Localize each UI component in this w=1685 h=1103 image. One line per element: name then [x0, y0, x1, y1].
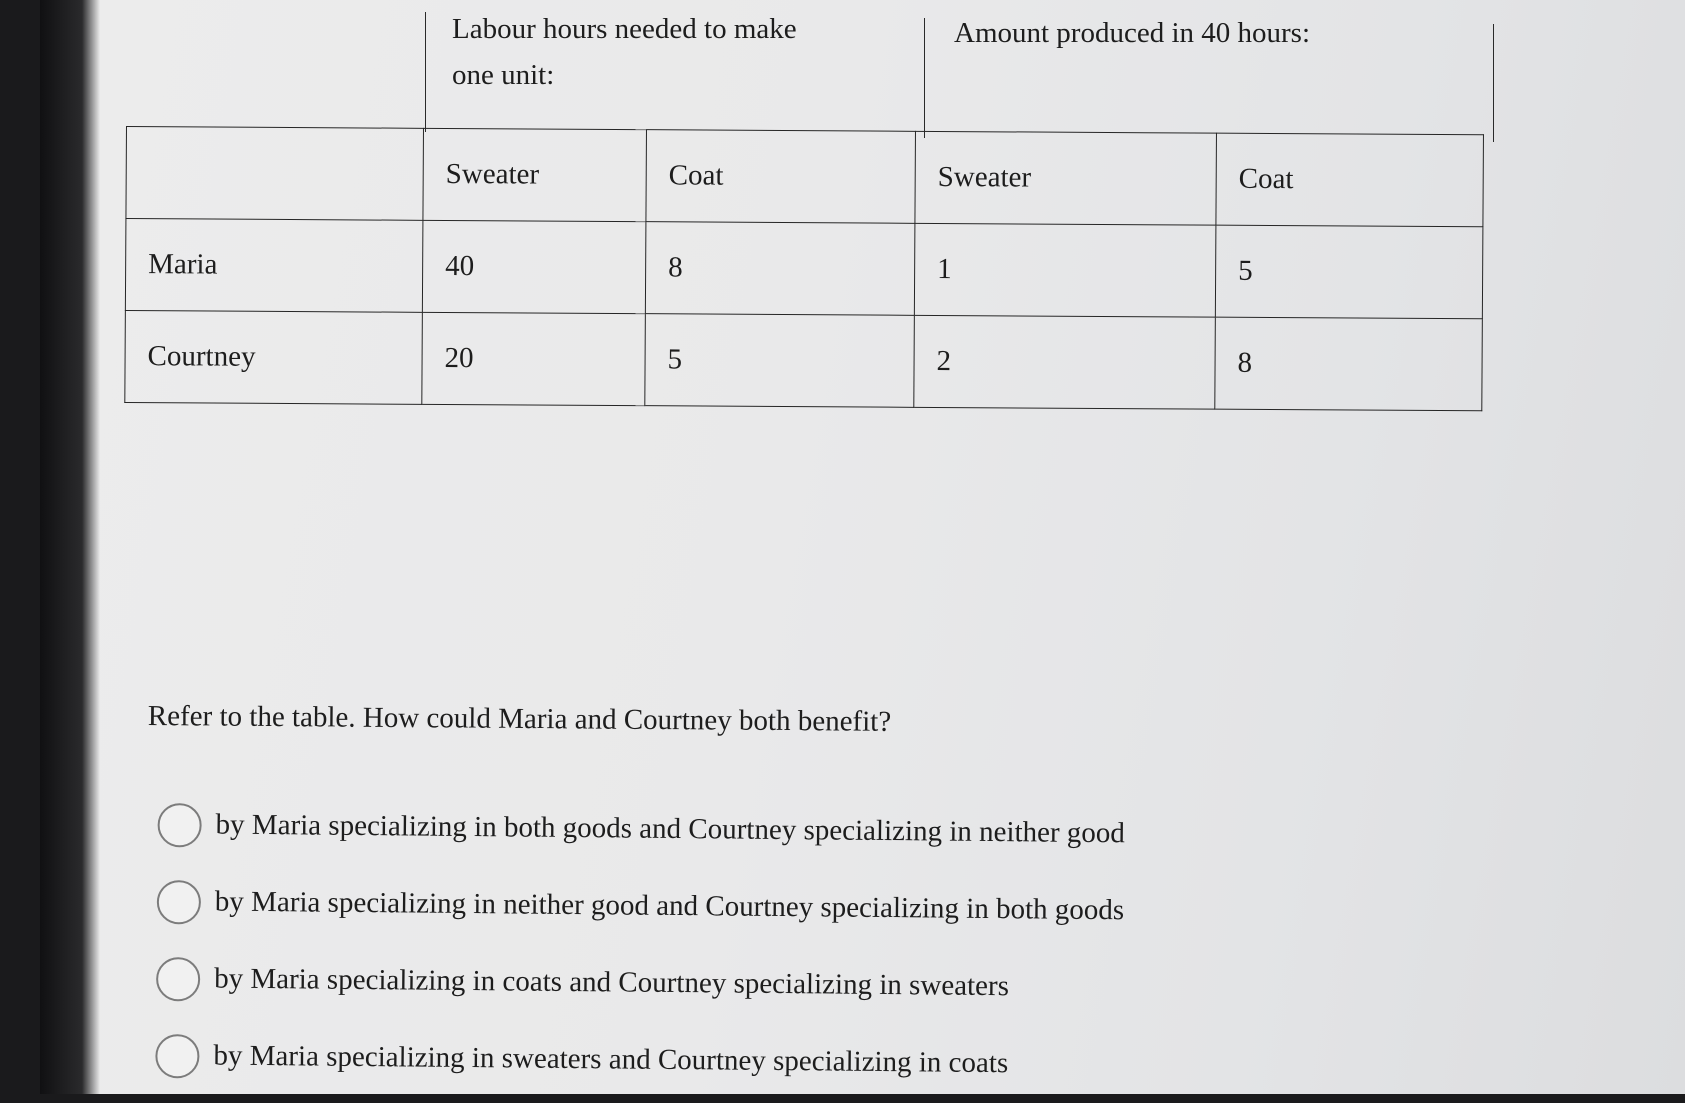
table-cell: 1 — [914, 223, 1216, 317]
column-header-coat-hours: Coat — [646, 130, 916, 224]
screen — [40, 0, 1685, 1094]
radio-button[interactable] — [156, 956, 200, 1000]
answer-options — [155, 786, 1125, 1103]
radio-button[interactable] — [155, 1033, 199, 1077]
radio-button[interactable] — [157, 879, 201, 923]
amount-produced-header: Amount produced in 40 hours: — [954, 17, 1311, 49]
table-cell: 40 — [422, 220, 646, 313]
answer-option-2[interactable] — [157, 863, 1125, 949]
production-table — [124, 126, 1484, 411]
radio-button[interactable] — [157, 802, 201, 846]
table-cell: 20 — [422, 312, 646, 405]
header-divider — [1493, 24, 1494, 142]
column-header-coat-amount: Coat — [1216, 133, 1484, 227]
labour-hours-header — [452, 6, 797, 98]
column-header-row — [126, 127, 1484, 227]
screen-bezel — [40, 0, 100, 1094]
table-row — [125, 219, 1483, 319]
answer-option-label[interactable]: by Maria specializing in both goods and Courtney specializing in neither good — [215, 808, 1126, 850]
column-header-sweater-amount: Sweater — [915, 131, 1217, 225]
labour-hours-header-line1: Labour hours needed to make — [452, 13, 797, 45]
row-name-courtney: Courtney — [125, 310, 423, 404]
header-divider — [924, 18, 925, 138]
question-text: Refer to the table. How could Maria and Courtney both benefit? — [147, 700, 892, 738]
table-cell: 5 — [1215, 225, 1483, 319]
table-cell: 8 — [645, 222, 915, 316]
answer-option-3[interactable] — [156, 940, 1124, 1026]
answer-option-label[interactable]: by Maria specializing in coats and Courtney specializing in sweaters — [214, 962, 1010, 1003]
labour-hours-header-line2: one unit: — [452, 59, 555, 91]
column-header-blank — [126, 127, 424, 221]
group-header-row — [40, 0, 1685, 130]
column-header-sweater-hours: Sweater — [423, 128, 647, 221]
row-name-maria: Maria — [125, 219, 423, 313]
header-divider — [425, 12, 426, 132]
answer-option-label[interactable]: by Maria specializing in neither good and Courtney specializing in both goods — [214, 885, 1125, 927]
table-cell: 5 — [645, 314, 915, 408]
table-cell: 2 — [914, 315, 1216, 409]
answer-option-1[interactable] — [157, 786, 1125, 872]
answer-option-4[interactable] — [155, 1017, 1123, 1103]
table-row — [125, 310, 1483, 410]
table-cell: 8 — [1215, 317, 1483, 411]
answer-option-label[interactable]: by Maria specializing in sweaters and Courtney specializing in coats — [213, 1039, 1009, 1080]
